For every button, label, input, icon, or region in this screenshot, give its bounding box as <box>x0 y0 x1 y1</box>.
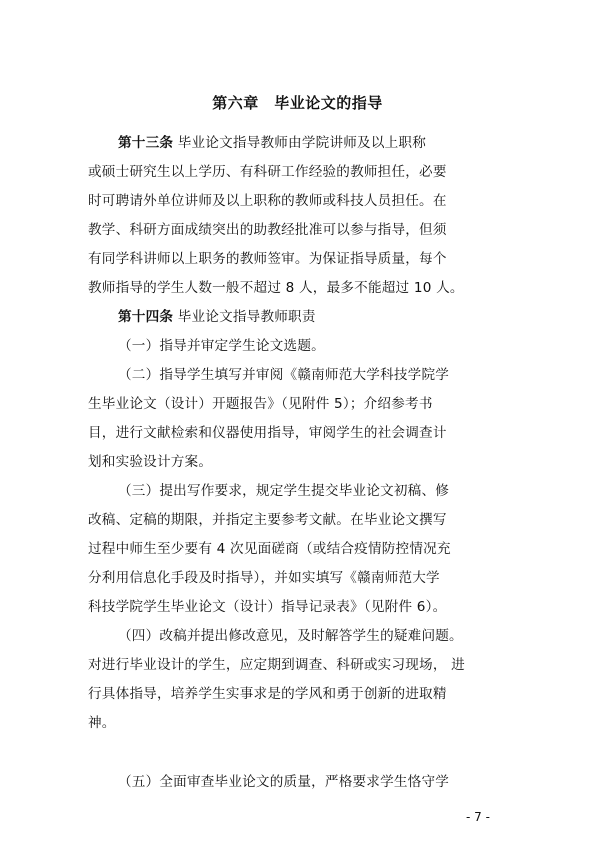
paragraph-line: 神。 <box>88 715 116 731</box>
paragraph-line: （三）提出写作要求，规定学生提交毕业论文初稿、修 <box>118 483 450 499</box>
paragraph-line <box>118 309 316 326</box>
paragraph-line: （四）改稿并提出修改意见，及时解答学生的疑难问题。 <box>118 628 463 644</box>
paragraph-line: 有同学科讲师以上职务的教师签审。为保证指导质量，每个 <box>88 251 447 267</box>
page-number: - 7 - <box>466 810 490 824</box>
paragraph-line: 时可聘请外单位讲师及以上职称的教师或科技人员担任。在 <box>88 193 447 209</box>
article-label: 第十四条 <box>118 309 174 325</box>
paragraph-line: 教学、科研方面成绩突出的助教经批准可以参与指导，但须 <box>88 222 447 238</box>
line-text: 毕业论文指导教师职责 <box>173 309 316 325</box>
chapter-title: 第六章 毕业论文的指导 <box>212 94 383 112</box>
paragraph-line: 目，进行文献检索和仪器使用指导，审阅学生的社会调查计 <box>88 425 447 441</box>
paragraph-line: 教师指导的学生人数一般不超过 8 人，最多不能超过 10 人。 <box>88 280 464 296</box>
paragraph-line: 生毕业论文（设计）开题报告》（见附件 5）；介绍参考书 <box>88 396 433 412</box>
paragraph-line: （二）指导学生填写并审阅《赣南师范大学科技学院学 <box>118 367 450 383</box>
line-text: 毕业论文指导教师由学院讲师及以上职称 <box>173 135 426 151</box>
paragraph-line: （一）指导并审定学生论文选题。 <box>118 338 325 354</box>
paragraph-line: 或硕士研究生以上学历、有科研工作经验的教师担任，必要 <box>88 164 447 180</box>
paragraph-line: 对进行毕业设计的学生，应定期到调查、科研或实习现场， 进 <box>88 657 465 673</box>
article-label: 第十三条 <box>118 135 174 151</box>
paragraph-line: 划和实验设计方案。 <box>88 454 213 470</box>
paragraph-line: 科技学院学生毕业论文（设计）指导记录表》（见附件 6）。 <box>88 599 447 615</box>
paragraph-line: 分利用信息化手段及时指导），并如实填写《赣南师范大学 <box>88 570 440 586</box>
paragraph-line: （五）全面审查毕业论文的质量，严格要求学生恪守学 <box>118 774 450 790</box>
paragraph-line: 改稿、定稿的期限，并指定主要参考文献。在毕业论文撰写 <box>88 512 447 528</box>
paragraph-line: 过程中师生至少要有 4 次见面磋商（或结合疫情防控情况充 <box>88 541 451 557</box>
paragraph-line <box>118 135 426 152</box>
paragraph-line: 行具体指导，培养学生实事求是的学风和勇于创新的进取精 <box>88 686 447 702</box>
